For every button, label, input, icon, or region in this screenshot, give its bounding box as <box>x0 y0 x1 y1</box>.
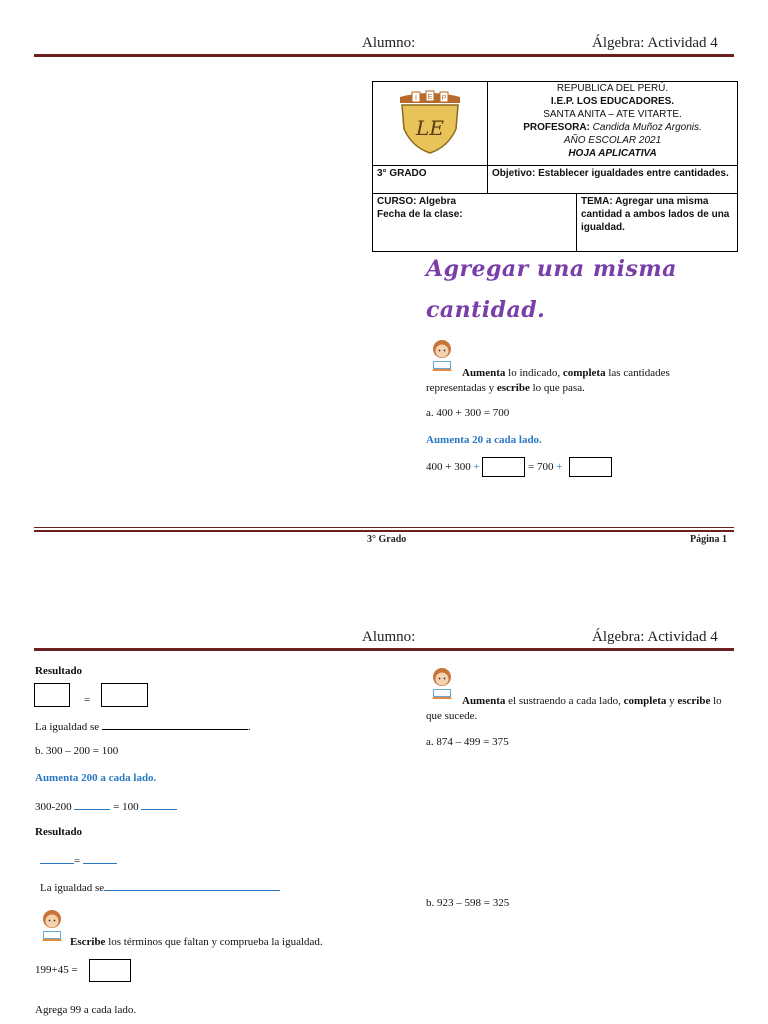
footer-page: Página 1 <box>690 534 727 545</box>
logo-cell <box>373 82 488 166</box>
escribe-instruction <box>70 935 323 950</box>
result-heading-2: Resultado <box>35 826 83 838</box>
instr-word-escribe: escribe <box>496 382 530 394</box>
instr2-text-2: y <box>666 695 678 707</box>
grade-cell: 3° GRADO <box>373 166 488 194</box>
answer-box-199[interactable] <box>89 959 131 982</box>
equation-b-add <box>35 798 177 815</box>
plus-sign-2: + <box>556 461 563 473</box>
reading-girl-icon <box>36 907 68 943</box>
school-info-cell <box>488 82 738 166</box>
add-200-label: Aumenta 200 a cada lado. <box>35 772 157 784</box>
add-99-label: Agrega 99 a cada lado. <box>35 1004 137 1016</box>
logo-letter-i: I <box>415 94 417 102</box>
footer-rule <box>34 530 734 532</box>
header-rule-2 <box>34 648 734 651</box>
eq-b-mid: = 100 <box>113 801 139 813</box>
equation-199: 199+45 = <box>35 964 78 976</box>
logo-letter-e: E <box>427 93 433 101</box>
equality-label-2: La igualdad se <box>40 882 105 894</box>
add-20-label: Aumenta 20 a cada lado. <box>426 434 542 446</box>
republic-text: REPUBLICA DEL PERÚ. <box>556 83 669 94</box>
instruction-1 <box>426 366 716 396</box>
equality-line-1: La igualdad se . <box>35 718 251 735</box>
instr2-word-aumenta: Aumenta <box>462 695 506 707</box>
instr2-text-1: el sustraendo a cada lado, <box>505 695 624 707</box>
eq-b-blank-1[interactable] <box>74 798 110 810</box>
page-title-line2: cantidad. <box>426 297 546 323</box>
equation-r-b: b. 923 – 598 = 325 <box>426 897 510 909</box>
eq-b-blank-2[interactable] <box>141 798 177 810</box>
district-text: SANTA ANITA – ATE VITARTE. <box>543 109 682 120</box>
result-box-left[interactable] <box>34 683 70 707</box>
activity-title-2: Álgebra: Actividad 4 <box>592 629 718 645</box>
result-blank-left[interactable] <box>40 852 74 864</box>
answer-box-2[interactable] <box>569 457 612 477</box>
instr2-word-completa: completa <box>623 695 667 707</box>
eq-mid <box>528 460 562 475</box>
eq-left: 400 + 300 <box>426 461 471 473</box>
course-cell <box>373 194 577 252</box>
result-equals-2: = <box>74 855 81 867</box>
result-heading-1: Resultado <box>35 665 83 677</box>
header-rule <box>34 54 734 57</box>
student-label: Alumno: <box>362 35 416 51</box>
teacher-name: Candida Muñoz Argonis. <box>592 122 702 133</box>
instr2-word-escribe: escribe <box>677 695 711 707</box>
instr-text-3: lo que pasa. <box>529 382 585 394</box>
equation-b: b. 300 – 200 = 100 <box>35 745 119 757</box>
result-box-right[interactable] <box>101 683 148 707</box>
logo-monogram: LE <box>416 115 444 140</box>
course-text: CURSO: Algebra <box>377 196 457 207</box>
instr-text-1: lo indicado, <box>505 367 563 379</box>
footer-grade: 3° Grado <box>367 534 407 545</box>
school-name: I.E.P. LOS EDUCADORES. <box>550 96 675 107</box>
plus-sign-1: + <box>473 461 480 473</box>
answer-box-1[interactable] <box>482 457 525 477</box>
school-shield-logo <box>394 89 466 155</box>
footer-rule-top <box>34 527 734 528</box>
eq-b-left: 300-200 <box>35 801 72 813</box>
instruction-2 <box>426 694 731 724</box>
escribe-rest: los términos que faltan y comprueba la igualdad. <box>105 936 323 948</box>
logo-letter-p: P <box>441 94 447 102</box>
escribe-word: Escribe <box>70 936 106 948</box>
result-equals: = <box>84 694 91 706</box>
teacher-line <box>492 121 733 134</box>
result-line-2 <box>40 852 117 869</box>
equation-a: a. 400 + 300 = 700 <box>426 407 510 419</box>
sheet-type: HOJA APLICATIVA <box>568 148 657 159</box>
result-blank-right[interactable] <box>83 852 117 864</box>
instr-word-completa: completa <box>562 367 606 379</box>
instr-word-aumenta: Aumenta <box>462 367 506 379</box>
date-label: Fecha de la clase: <box>377 209 463 220</box>
topic-cell: TEMA: Agregar una misma cantidad a ambos lados de una igualdad. <box>577 194 738 252</box>
equation-r-a: a. 874 – 499 = 375 <box>426 736 509 748</box>
page-title-line1: Agregar una misma <box>426 256 677 282</box>
info-table <box>372 81 738 252</box>
objective-cell: Objetivo: Establecer igualdades entre cantidades. <box>488 166 738 194</box>
instr-text-2: las cantidades representadas y <box>426 367 670 394</box>
equation-a-add <box>426 460 480 475</box>
equality-line-2 <box>40 879 280 896</box>
equality-blank-1[interactable] <box>102 718 248 730</box>
eq-mid-text: = 700 <box>528 461 554 473</box>
instr2-text-3: lo que sucede. <box>426 695 722 722</box>
student-label-2: Alumno: <box>362 629 416 645</box>
equality-blank-2[interactable] <box>104 879 280 891</box>
school-year: AÑO ESCOLAR 2021 <box>563 135 662 146</box>
teacher-label: PROFESORA: <box>523 122 590 133</box>
equality-label-1: La igualdad se <box>35 721 100 733</box>
activity-title: Álgebra: Actividad 4 <box>592 35 718 51</box>
